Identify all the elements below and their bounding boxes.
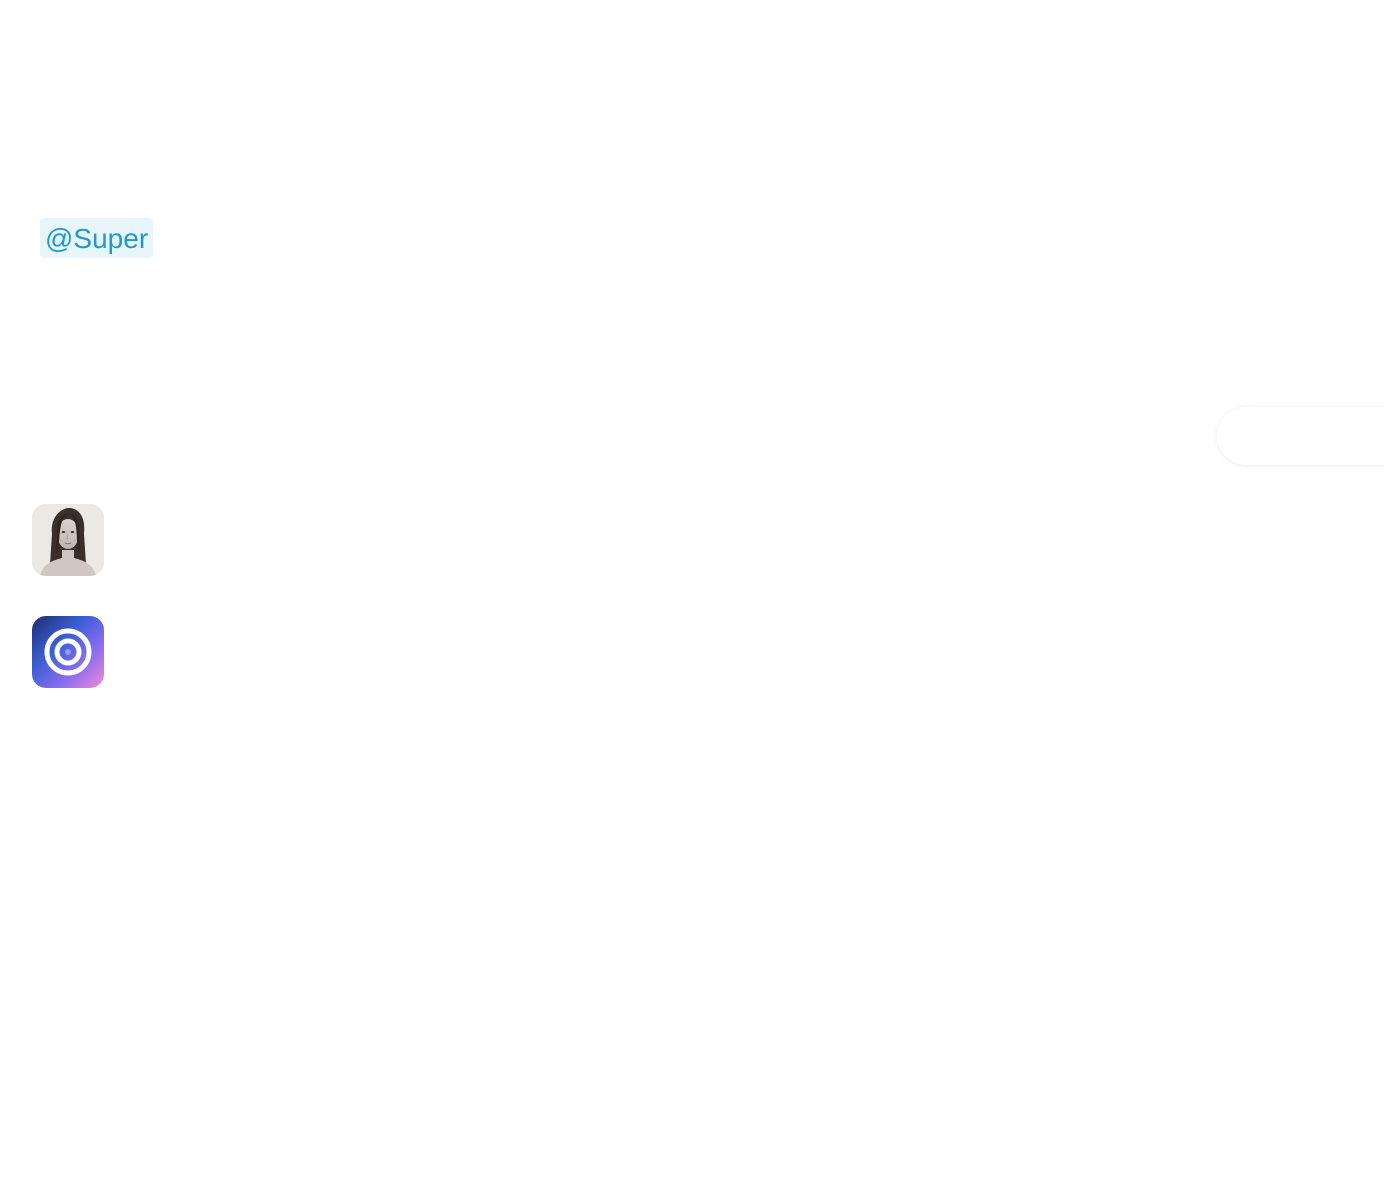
floating-pill[interactable]: [1217, 407, 1384, 465]
person-portrait-icon: [32, 504, 104, 576]
target-rings-icon: [32, 616, 104, 688]
user-avatar[interactable]: [32, 504, 104, 576]
user-mention[interactable]: @Super: [40, 218, 153, 258]
app-avatar[interactable]: [32, 616, 104, 688]
